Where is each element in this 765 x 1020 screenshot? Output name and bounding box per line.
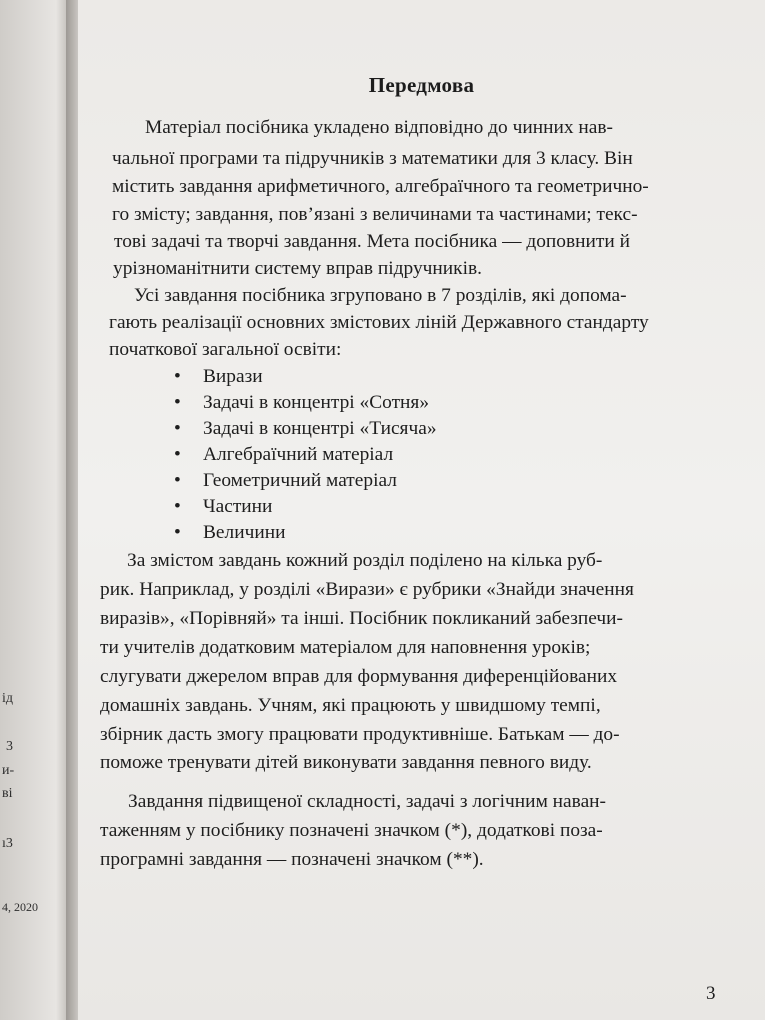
page-number: 3: [706, 983, 716, 1004]
bullet-icon: •: [174, 470, 181, 491]
bullet-icon: •: [174, 444, 181, 465]
facing-page-fragment: и-: [2, 763, 15, 778]
list-item-label: Величини: [203, 522, 286, 543]
bullet-icon: •: [174, 522, 181, 543]
facing-page-fragment: ві: [2, 786, 13, 801]
facing-page-fragment: ід: [2, 691, 14, 706]
text-line: чальної програми та підручників з математики для 3 класу. Він: [112, 148, 633, 169]
bullet-icon: •: [174, 418, 181, 439]
list-item-label: Задачі в концентрі «Тисяча»: [203, 418, 437, 439]
text-line: За змістом завдань кожний розділ поділено на кілька руб-: [127, 550, 603, 571]
text-line: домашніх завдань. Учням, які працюють у швидшому темпі,: [100, 695, 601, 716]
text-line: тові задачі та творчі завдання. Мета посібника — доповнити й: [114, 231, 630, 252]
bullet-icon: •: [174, 366, 181, 387]
facing-page-edge: [0, 0, 70, 1020]
list-item-label: Геометричний матеріал: [203, 470, 397, 491]
text-line: рик. Наприклад, у розділі «Вирази» є рубрики «Знайди значення: [100, 579, 634, 600]
text-line: поможе тренувати дітей виконувати завдання певного виду.: [100, 752, 592, 773]
text-line: урізноманітнити систему вправ підручників.: [113, 258, 482, 279]
bullet-icon: •: [174, 496, 181, 517]
bullet-icon: •: [174, 392, 181, 413]
text-line: го змісту; завдання, пов’язані з величинами та частинами; текс-: [112, 204, 638, 225]
text-line: виразів», «Порівняй» та інші. Посібник покликаний забезпечи-: [100, 608, 624, 629]
text-line: початкової загальної освіти:: [109, 339, 342, 360]
text-line: Усі завдання посібника згруповано в 7 розділів, які допома-: [134, 285, 627, 306]
page-title: Передмова: [368, 73, 475, 97]
text-line: програмні завдання — позначені значком (**).: [100, 849, 484, 870]
list-item-label: Вирази: [203, 366, 263, 387]
text-line: містить завдання арифметичного, алгебраїчного та геометрично-: [112, 176, 649, 197]
list-item-label: Алгебраїчний матеріал: [203, 444, 394, 465]
text-line: слугувати джерелом вправ для формування диференційованих: [100, 666, 618, 687]
facing-page-fragment: 4, 2020: [2, 900, 38, 914]
text-line: збірник дасть змогу працювати продуктивніше. Батькам — до-: [100, 724, 620, 745]
text-line: Завдання підвищеної складності, задачі з логічним наван-: [128, 791, 607, 812]
book-page: [78, 0, 765, 1020]
facing-page-fragment: 3: [6, 739, 13, 754]
list-item-label: Частини: [203, 496, 273, 517]
text-line: таженням у посібнику позначені значком (*), додаткові поза-: [100, 820, 603, 841]
list-item-label: Задачі в концентрі «Сотня»: [203, 392, 430, 413]
text-line: гають реалізації основних змістових ліній Державного стандарту: [109, 312, 649, 333]
text-line: Матеріал посібника укладено відповідно до чинних нав-: [145, 117, 613, 138]
facing-page-fragment: ı3: [2, 836, 13, 851]
text-line: ти учителів додатковим матеріалом для наповнення уроків;: [100, 637, 591, 658]
